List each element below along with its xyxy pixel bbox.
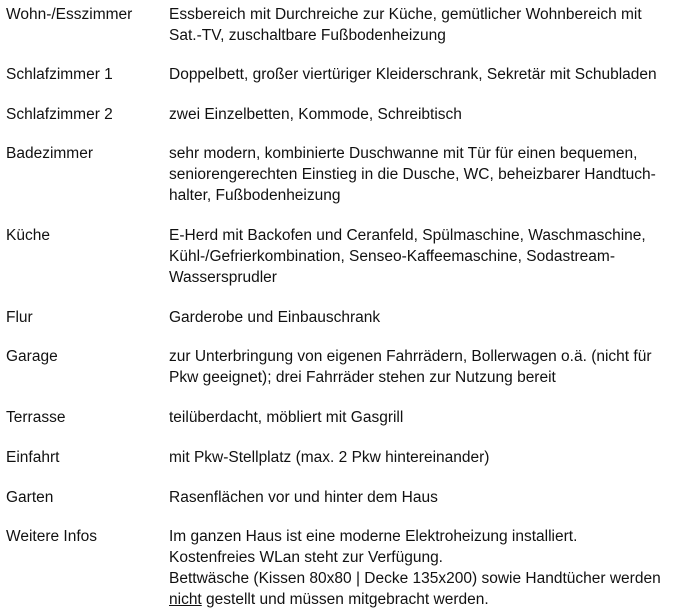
row-label: Schlafzimmer 2 — [6, 106, 113, 123]
row-label: Garten — [6, 489, 54, 506]
description-line: sehr modern, kombinierte Duschwanne mit Tür für einen bequemen, — [169, 145, 638, 162]
description-line: Kostenfreies WLan steht zur Verfügung. — [169, 549, 443, 566]
description-line — [169, 589, 694, 610]
description-line: zur Unterbringung von eigenen Fahrrädern, Bollerwagen o.ä. (nicht für — [169, 348, 652, 365]
row-label: Einfahrt — [6, 449, 60, 466]
description-line: teilüberdacht, möbliert mit Gasgrill — [169, 409, 404, 426]
row-label: Weitere Infos — [6, 528, 98, 545]
row-label: Terrasse — [6, 409, 66, 426]
row-description — [169, 526, 694, 610]
description-line: halter, Fußbodenheizung — [169, 187, 341, 204]
description-line: E-Herd mit Backofen und Ceranfeld, Spülmaschine, Waschmaschine, — [169, 227, 646, 244]
row-label: Garage — [6, 348, 58, 365]
description-line-rest: gestellt und müssen mitgebracht werden. — [201, 591, 489, 608]
row-description — [169, 447, 694, 468]
row-label: Schlafzimmer 1 — [6, 66, 113, 83]
row-description — [169, 307, 694, 328]
row-description — [169, 4, 694, 46]
description-line: Kühl-/Gefrierkombination, Senseo-Kaffeemaschine, Sodastream- — [169, 248, 615, 265]
description-line: Im ganzen Haus ist eine moderne Elektroheizung installiert. — [169, 528, 578, 545]
description-line: mit Pkw-Stellplatz (max. 2 Pkw hintereinander) — [169, 449, 490, 466]
row-description — [169, 407, 694, 428]
row-description — [169, 346, 694, 388]
row-label: Wohn-/Esszimmer — [6, 6, 133, 23]
row-description — [169, 64, 694, 85]
row-label: Küche — [6, 227, 50, 244]
description-line: Pkw geeignet); drei Fahrräder stehen zur Nutzung bereit — [169, 369, 556, 386]
row-description — [169, 487, 694, 508]
row-label: Badezimmer — [6, 145, 93, 162]
row-description — [169, 225, 694, 288]
description-line: Rasenflächen vor und hinter dem Haus — [169, 489, 438, 506]
row-description — [169, 104, 694, 125]
description-line: Sat.-TV, zuschaltbare Fußbodenheizung — [169, 27, 446, 44]
row-description — [169, 143, 694, 206]
description-line: Doppelbett, großer viertüriger Kleiderschrank, Sekretär mit Schubladen — [169, 66, 657, 83]
description-line: Wassersprudler — [169, 269, 277, 286]
underlined-word: nicht — [169, 591, 202, 608]
description-line: zwei Einzelbetten, Kommode, Schreibtisch — [169, 106, 462, 123]
description-line: Bettwäsche (Kissen 80x80 | Decke 135x200) sowie Handtücher werden — [169, 570, 661, 587]
row-label: Flur — [6, 309, 33, 326]
description-line: Garderobe und Einbauschrank — [169, 309, 381, 326]
description-line: Essbereich mit Durchreiche zur Küche, gemütlicher Wohnbereich mit — [169, 6, 642, 23]
description-line: seniorengerechten Einstieg in die Dusche, WC, beheizbarer Handtuch- — [169, 166, 656, 183]
